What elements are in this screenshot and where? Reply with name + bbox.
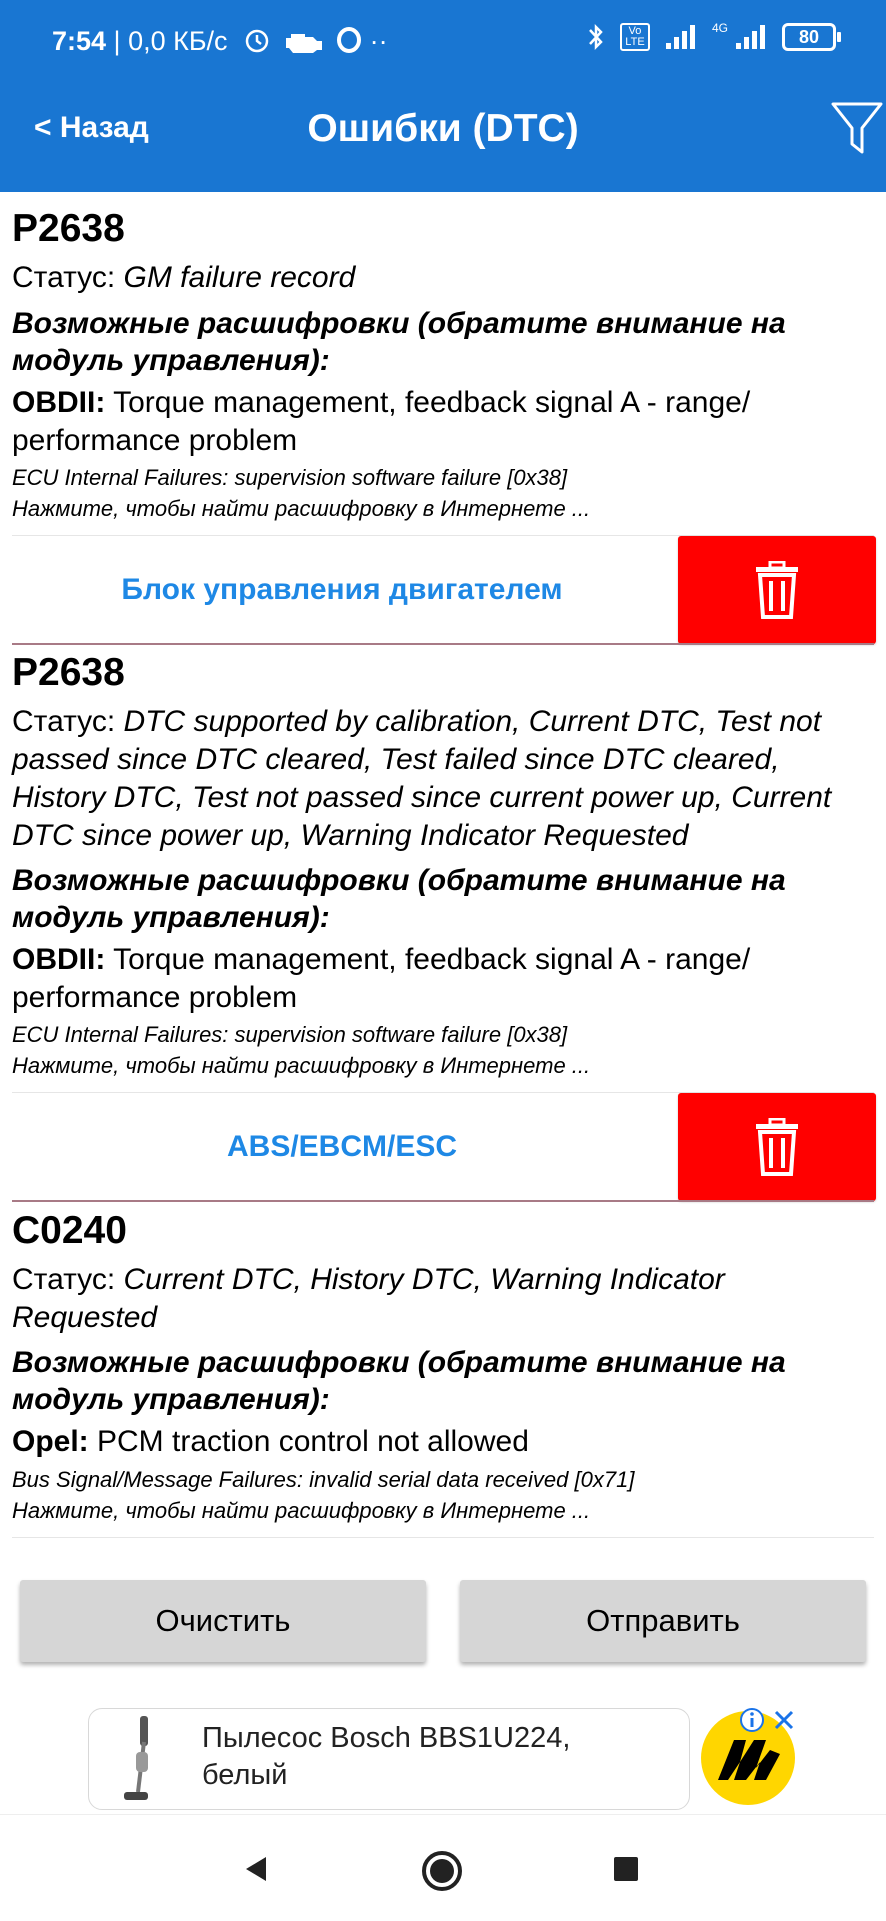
dtc-hint-title: Возможные расшифровки (обратите внимание на модуль управления): [12,1346,786,1416]
module-link[interactable]: ABS/EBCM/ESC [226,1130,458,1163]
dtc-status-label: Статус: [12,1263,124,1296]
dtc-failure: ECU Internal Failures: supervision software failure [0x38] [12,465,568,490]
dtc-search-link[interactable]: Нажмите, чтобы найти расшифровку в Интернете ... [12,1498,591,1523]
dtc-code: C0240 [12,1209,127,1252]
dtc-module-row [0,1093,886,1201]
dtc-status [12,1261,872,1337]
signal-icon-1 [664,23,698,51]
page-title: Ошибки (DTC) [307,107,579,150]
dtc-description [12,384,872,460]
battery-indicator: 80 [782,23,836,51]
engine-icon [283,28,325,54]
filter-button[interactable] [830,98,884,158]
dtc-status-label: Статус: [12,261,124,294]
dtc-search-link[interactable]: Нажмите, чтобы найти расшифровку в Интернете ... [12,496,591,521]
delete-button[interactable] [678,1093,876,1201]
status-speed: | 0,0 КБ/с [106,26,228,56]
dtc-description-text: PCM traction control not allowed [88,1425,529,1458]
network-4g-label: 4G [711,21,728,35]
signal-icon-2 [734,23,768,51]
dtc-status-value: DTC supported by calibration, Current DTC, Test not passed since DTC cleared, Test failed since DTC cleared, History DTC, Test not passed since current power up, Current DTC since power up, Warning Indicator Requested [12,705,832,852]
divider [12,1537,874,1538]
dtc-source: Opel: [12,1425,89,1458]
dtc-status-value: GM failure record [123,261,356,294]
more-notifications-icon: ·· [369,26,388,56]
nav-home-icon[interactable] [420,1849,464,1893]
dtc-failure: Bus Signal/Message Failures: invalid serial data received [0x71] [12,1467,635,1492]
dtc-status-value: Current DTC, History DTC, Warning Indicator Requested [12,1263,725,1334]
opera-icon [336,26,362,54]
dtc-hint-title: Возможные расшифровки (обратите внимание на модуль управления): [12,864,786,934]
dtc-description-text: Torque management, feedback signal A - range/ performance problem [12,943,751,1014]
nav-back-icon[interactable] [240,1853,272,1885]
system-nav-bar [0,1814,886,1921]
delete-button[interactable] [678,536,876,644]
back-button[interactable]: < Назад [34,111,149,144]
ad-close-icon[interactable] [770,1706,798,1734]
bluetooth-icon [586,22,606,52]
nav-recents-icon[interactable] [612,1855,640,1883]
alarm-icon [243,26,271,54]
trash-icon [754,561,800,619]
dtc-description [12,941,872,1017]
dtc-search-link[interactable]: Нажмите, чтобы найти расшифровку в Интернете ... [12,1053,591,1078]
clear-button[interactable]: Очистить [20,1580,426,1662]
dtc-failure: ECU Internal Failures: supervision software failure [0x38] [12,1022,568,1047]
dtc-code: P2638 [12,207,125,250]
dtc-status [12,703,872,855]
volte-badge: Vo LTE [620,23,650,51]
send-button[interactable]: Отправить [460,1580,866,1662]
dtc-source: OBDII: [12,943,106,976]
dtc-description-text: Torque management, feedback signal A - range/ performance problem [12,386,751,457]
status-time: 7:54 [52,26,107,56]
dtc-status [12,259,872,297]
filter-icon [830,98,884,158]
app-header [0,0,886,192]
ad-info-icon[interactable] [738,1706,766,1734]
divider [12,643,874,645]
dtc-hint-title: Возможные расшифровки (обратите внимание на модуль управления): [12,307,786,377]
dtc-source: OBDII: [12,386,106,419]
divider [12,1200,874,1202]
module-link[interactable]: Блок управления двигателем [121,573,563,606]
dtc-module-row [0,536,886,644]
status-bar-time-info [52,24,388,58]
dtc-code: P2638 [12,651,125,694]
dtc-status-label: Статус: [12,705,124,738]
dtc-description [12,1423,872,1461]
vacuum-product-image [118,1712,168,1806]
trash-icon [754,1118,800,1176]
status-bar-right [586,22,836,52]
ad-text[interactable]: Пылесос Bosch BBS1U224, белый [202,1722,571,1791]
